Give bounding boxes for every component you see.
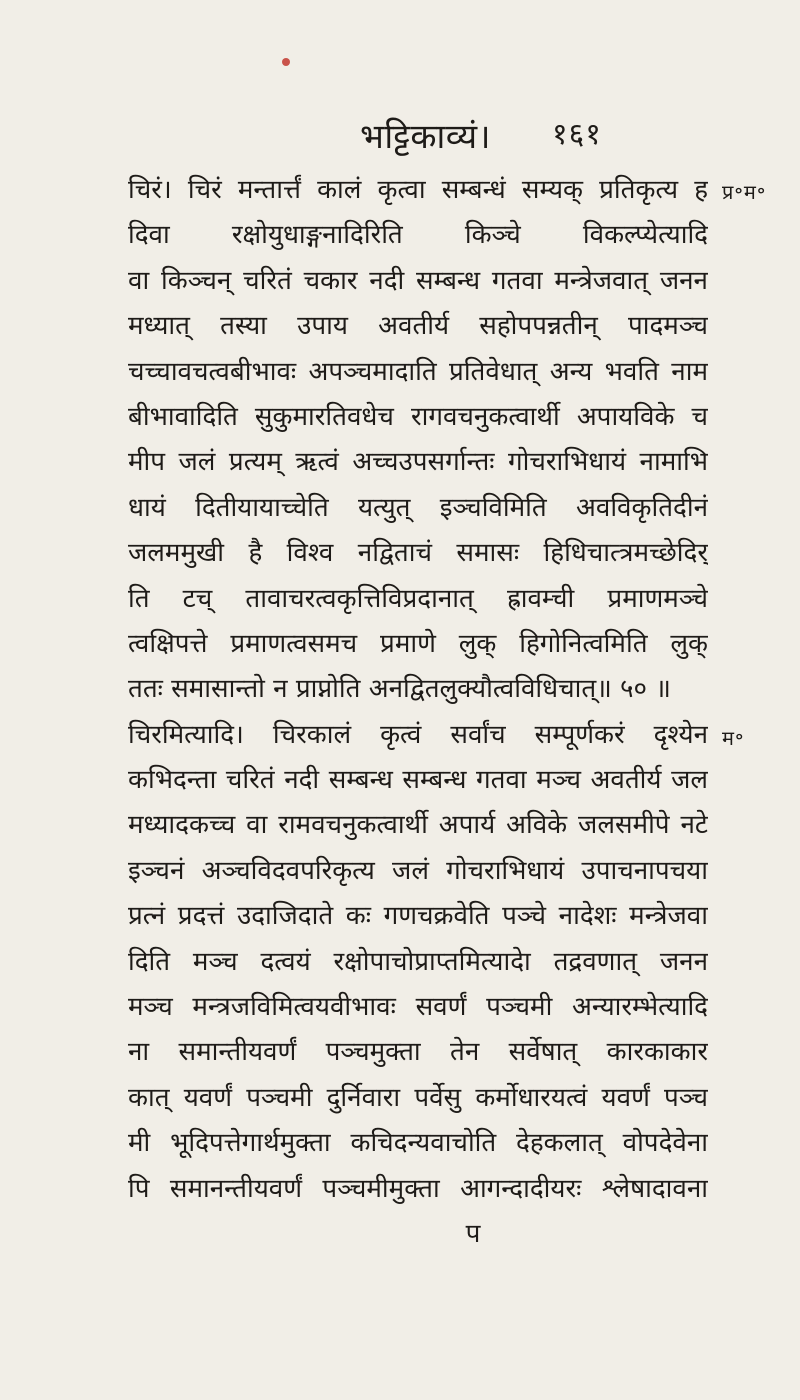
page-number: १६१ bbox=[552, 117, 602, 152]
margin-note: प्र॰म॰ bbox=[722, 180, 767, 204]
ink-spot bbox=[282, 58, 290, 66]
text-line: दिति मञ्च दत्वयं रक्षोपाचोप्राप्तमित्यादेा तद्रवणात् जनन bbox=[128, 946, 708, 977]
text-line: कात् यवर्णं पञ्चमी दुर्निवारा पर्वेसु कर्मोधारयत्वं यवर्णं पञ्च bbox=[128, 1082, 708, 1113]
margin-note: म॰ bbox=[722, 726, 745, 750]
text-line: मध्यादकच्च वा रामवचनुकत्वार्थी अपार्य अविके जलसमीपे नटे bbox=[128, 810, 708, 841]
running-title: भट्टिकाव्यं। bbox=[360, 117, 491, 157]
text-line: त्वक्षिपत्ते प्रमाणत्वसमच प्रमाणे लुक् हिगोनित्वमिति लुक् bbox=[128, 628, 708, 659]
text-line: ना समान्तीयवर्णं पञ्चमुक्ता तेन सर्वेषात् कारकाकार bbox=[128, 1037, 708, 1068]
text-line: वा किञ्चन् चरितं चकार नदी सम्बन्ध गतवा मन्त्रेजवात् जनन bbox=[128, 265, 708, 296]
text-line: मीप जलं प्रत्यम् ऋत्वं अच्चउपसर्गान्तः गोचराभिधायं नामाभि bbox=[128, 447, 708, 478]
body-text bbox=[128, 168, 708, 1257]
text-line: ति टच् तावाचरत्वकृत्तिविप्रदानात् ह्रावम्ची प्रमाणमञ्चे bbox=[128, 583, 708, 614]
text-line: प्रत्नं प्रदत्तं उदाजिदाते कः गणचक्रवेति पञ्चे नादेशः मन्त्रेजवा bbox=[128, 901, 708, 932]
text-line: कभिदन्ता चरितं नदी सम्बन्ध सम्बन्ध गतवा मञ्च अवतीर्य जल bbox=[128, 765, 708, 796]
text-line: मी भूदिपत्तेगार्थमुक्ता कचिदन्यवाचोति देहकलात् वोपदेवेना bbox=[128, 1128, 708, 1159]
text-line: चिरं। चिरं मन्तार्त्तं कालं कृत्वा सम्बन्धं सम्यक् प्रतिकृत्य ह bbox=[128, 175, 708, 205]
catchword: प bbox=[465, 1218, 481, 1249]
text-line: धायं दितीयायाच्चेति यत्युत् इञ्चविमिति अवविकृतिदीनं bbox=[128, 492, 708, 523]
text-line: जलममुखी है विश्व नद्विताचं समासः हिधिचात्त्रमच्छेदिर् bbox=[128, 538, 708, 569]
text-line: पि समानन्तीयवर्णं पञ्चमीमुक्ता आगन्दादीयरः श्लेषादावना bbox=[128, 1173, 708, 1204]
text-line: मध्यात् तस्या उपाय अवतीर्य सहोपपन्नतीन् पादमञ्च bbox=[128, 311, 708, 342]
text-line: इञ्चनं अञ्चविदवपरिकृत्य जलं गोचराभिधायं उपाचनापचया bbox=[128, 855, 708, 886]
text-line: दिवा रक्षोयुधाङ्गनादिरिति किञ्चे विकल्प्येत्यादि bbox=[128, 220, 708, 251]
text-line: चिरमित्यादि। चिरकालं कृत्वं सर्वांच सम्पूर्णकरं दृश्येन bbox=[128, 719, 708, 750]
text-line: चच्चावचत्वबीभावः अपञ्चमादाति प्रतिवेधात् अन्य भवति नाम bbox=[128, 356, 708, 387]
text-line: मञ्च मन्त्रजविमित्वयवीभावः सवर्णं पञ्चमी अन्यारम्भेत्यादि bbox=[128, 992, 708, 1023]
text-line: ततः समासान्तो न प्राप्नोति अनद्वितलुक्यौत्वविधिचात्॥ ५० ॥ bbox=[128, 674, 671, 705]
text-line: बीभावादिति सुकुमारतिवधेच रागवचनुकत्वार्थी अपायविके च bbox=[128, 401, 708, 432]
